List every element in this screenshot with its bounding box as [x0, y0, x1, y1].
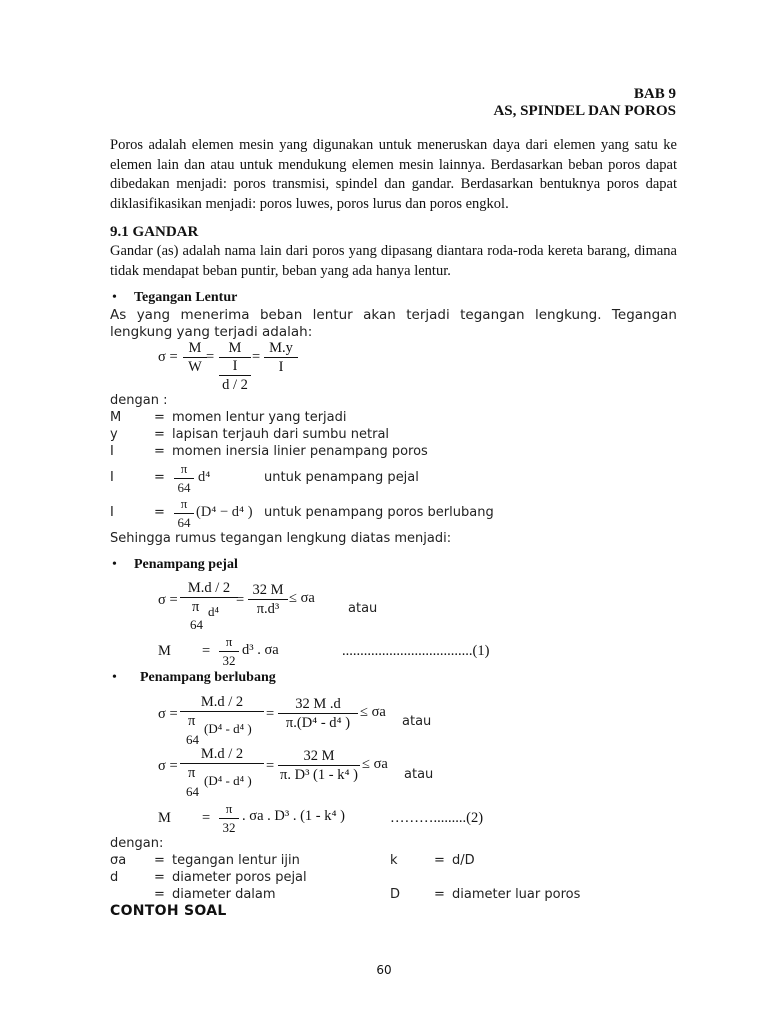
equation-reference: ……….........(2): [390, 810, 484, 826]
atau-label: atau: [404, 767, 434, 782]
le-sigma-a: ≤ σa: [289, 590, 315, 606]
def-equals: =: [154, 427, 165, 442]
denominator: 64: [177, 515, 191, 530]
def-equals: =: [154, 470, 165, 485]
numerator: π: [174, 461, 194, 479]
numerator: 32 M: [248, 582, 288, 600]
le-sigma-a: ≤ σa: [360, 704, 386, 720]
def-equals: =: [154, 505, 165, 520]
den-d4: d⁴: [208, 604, 220, 619]
fraction-m-over-i-over-d2: [219, 340, 251, 393]
formula-tail: d³ . σa: [242, 642, 279, 658]
equation-reference: ....................................(1): [342, 643, 490, 659]
bullet-dot: •: [112, 290, 117, 305]
def-symbol: I: [110, 444, 114, 459]
numerator: M: [183, 340, 207, 358]
dengan-label: dengan:: [110, 836, 164, 851]
sigma-label: σ =: [158, 758, 178, 774]
def-equals: =: [154, 853, 165, 868]
denominator: 32: [222, 820, 236, 835]
equals-sign: =: [266, 758, 275, 774]
equals-sign: =: [206, 349, 215, 365]
numerator: M.d / 2: [180, 694, 264, 712]
equals-sign: =: [236, 592, 245, 608]
numerator: π: [219, 634, 239, 652]
page-number: 60: [376, 963, 392, 977]
formula-tail: d⁴: [198, 469, 211, 485]
m-symbol: M: [158, 810, 171, 826]
section-paragraph: Gandar (as) adalah nama lain dari poros yang dipasang diantara roda-roda kereta barang, dimana tidak mendapat beban puntir, beban yang ada hanya lentur.: [110, 243, 677, 279]
pi-symbol: π: [192, 599, 200, 615]
fraction-m-over-w: [183, 340, 207, 375]
def-symbol: I: [110, 470, 114, 485]
def-equals-2: =: [434, 853, 445, 868]
def-equals: =: [154, 887, 165, 902]
bullet-dot: •: [112, 557, 117, 572]
fraction-my-over-i: [264, 340, 298, 375]
def-description: momen inersia linier penampang poros: [172, 444, 428, 459]
equals-sign: =: [202, 810, 211, 826]
numerator: M.y: [264, 340, 298, 358]
den-64: 64: [190, 617, 203, 632]
def-symbol: σa: [110, 853, 127, 868]
denominator: W: [188, 359, 202, 375]
equals-sign: =: [252, 349, 261, 365]
atau-label: atau: [348, 601, 378, 616]
denominator: π. D³ (1 - k⁴ ): [280, 767, 358, 783]
le-sigma-a: ≤ σa: [362, 756, 388, 772]
bullet-title-penampang-pejal: Penampang pejal: [134, 557, 238, 572]
den-64: 64: [186, 784, 199, 799]
def-description: tegangan lentur ijin: [172, 853, 300, 868]
def-equals: =: [154, 444, 165, 459]
fraction-pi-64: [174, 461, 194, 496]
denominator: 64: [177, 480, 191, 495]
bullet-title-tegangan-lentur: Tegangan Lentur: [134, 290, 238, 305]
bullet1-paragraph: As yang menerima beban lentur akan terjadi tegangan lengkung. Tegangan lengkung yang terjadi adalah:: [110, 307, 677, 340]
fraction-32md-over-pi: [278, 696, 358, 731]
numerator: M.d / 2: [180, 580, 238, 598]
bullet-title-penampang-berlubang: Penampang berlubang: [140, 670, 276, 685]
numerator: 32 M .d: [278, 696, 358, 714]
denominator: π.d³: [256, 601, 280, 617]
equals-sign: =: [266, 706, 275, 722]
numerator: π: [174, 496, 194, 514]
def-description: lapisan terjauh dari sumbu netral: [172, 427, 390, 442]
m-symbol: M: [158, 643, 171, 659]
equals-sign: =: [202, 643, 211, 659]
sigma-label: σ =: [158, 592, 178, 608]
chapter-title: AS, SPINDEL DAN POROS: [493, 103, 676, 119]
chapter-number: BAB 9: [633, 86, 676, 102]
fraction-pi-32: [219, 634, 239, 669]
intro-paragraph: Poros adalah elemen mesin yang digunakan untuk meneruskan daya dari elemen yang satu ke elemen lain dan atau untuk mendukung elemen mesin lainnya. Berdasarkan beban poros dapat dibedakan menjadi: poros transmisi, spindel dan gandar. Berdasarkan bentuknya poros dapat diklasifikasikan menjadi: poros luwes, poros lurus dan poros engkol.: [110, 137, 677, 212]
def-symbol-2: D: [390, 887, 401, 902]
def-symbol: y: [110, 427, 118, 442]
bullet-dot: •: [112, 670, 117, 685]
def-symbol: I: [110, 505, 114, 520]
inner-denominator: d / 2: [222, 377, 248, 393]
sigma-label: σ =: [158, 706, 178, 722]
fraction-32m-over-pid3: [278, 748, 360, 783]
pi-symbol: π: [188, 765, 196, 781]
dengan-label: dengan :: [110, 393, 168, 408]
def-equals-2: =: [434, 887, 445, 902]
sehingga-text: Sehingga rumus tegangan lengkung diatas menjadi:: [110, 531, 452, 546]
den-tail: (D⁴ - d⁴ ): [204, 773, 252, 788]
def-description: untuk penampang pejal: [264, 470, 419, 485]
denominator: π.(D⁴ - d⁴ ): [285, 715, 351, 731]
den-64: 64: [186, 732, 199, 747]
pi-symbol: π: [188, 713, 196, 729]
sigma-label: σ =: [158, 349, 178, 365]
den-tail: (D⁴ - d⁴ ): [204, 721, 252, 736]
def-symbol: d: [110, 870, 119, 885]
fraction-pi-32: [219, 801, 239, 836]
formula-tail: . σa . D³ . (1 - k⁴ ): [242, 808, 345, 824]
def-description-2: diameter luar poros: [452, 887, 581, 902]
contoh-soal-heading: CONTOH SOAL: [110, 903, 227, 919]
section-heading: 9.1 GANDAR: [110, 224, 199, 240]
numerator: 32 M: [278, 748, 360, 766]
def-symbol-2: k: [390, 853, 398, 868]
def-description: momen lentur yang terjadi: [172, 410, 347, 425]
def-description: untuk penampang poros berlubang: [264, 505, 494, 520]
numerator: π: [219, 801, 239, 819]
fraction-pi-64: [174, 496, 194, 531]
numerator: M: [219, 340, 251, 358]
denominator: I: [278, 359, 284, 375]
formula-tail: (D⁴ − d⁴ ): [196, 504, 253, 520]
denominator: 32: [222, 653, 236, 668]
atau-label: atau: [402, 714, 432, 729]
def-equals: =: [154, 870, 165, 885]
def-equals: =: [154, 410, 165, 425]
def-description-2: d/D: [452, 853, 475, 868]
def-description: diameter poros pejal: [172, 870, 307, 885]
numerator: M.d / 2: [180, 746, 264, 764]
def-symbol: M: [110, 410, 122, 425]
inner-numerator: I: [219, 358, 251, 376]
fraction-32m-over-pid3: [248, 582, 288, 617]
def-description: diameter dalam: [172, 887, 276, 902]
